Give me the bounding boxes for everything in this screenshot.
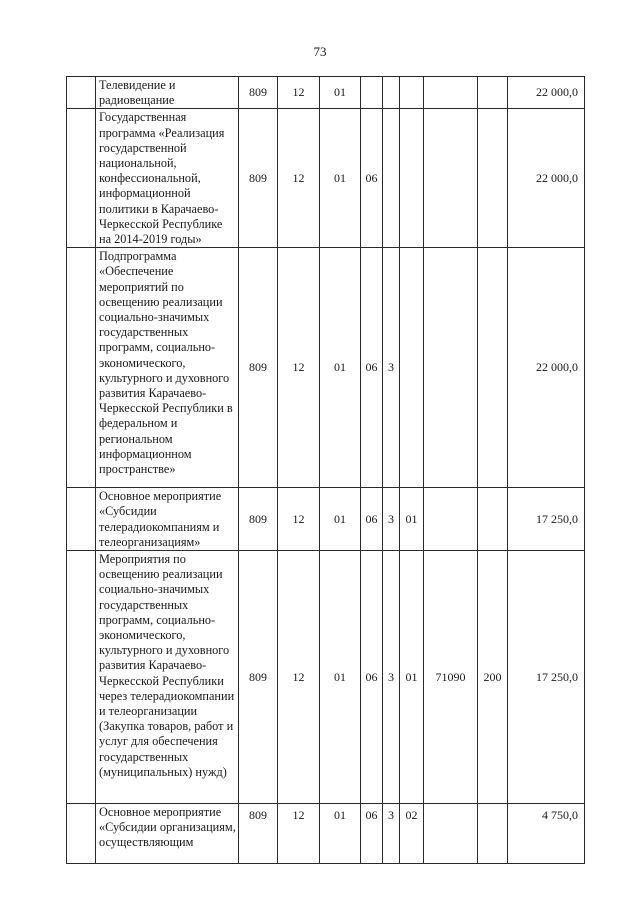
subprogram-code: 3 [383,488,400,551]
subprogram-code [383,77,400,109]
program-code: 06 [361,109,383,248]
direction-code [424,488,478,551]
event-code: 01 [400,488,424,551]
section-code: 12 [278,77,320,109]
program-code: 06 [361,551,383,804]
subsection-code: 01 [320,109,361,248]
event-code: 01 [400,551,424,804]
event-code [400,248,424,488]
amount: 22 000,0 [508,77,585,109]
row-name: Подпрограмма «Обеспечение мероприятий по освещению реализации социально-значимых государственных программ, социально-экономического, культурного и духовного развития Карачаево-Черкесской Республики в федеральном и региональном информационном пространстве» [96,248,239,488]
event-code [400,109,424,248]
table-row [67,109,585,248]
admin-code: 809 [239,77,278,109]
admin-code: 809 [239,804,278,864]
event-code [400,77,424,109]
subprogram-code: 3 [383,551,400,804]
amount: 17 250,0 [508,551,585,804]
table-row [67,488,585,551]
blank-cell [67,248,96,488]
blank-cell [67,77,96,109]
subsection-code: 01 [320,488,361,551]
expense-type-code [478,488,508,551]
amount: 17 250,0 [508,488,585,551]
program-code: 06 [361,804,383,864]
event-code: 02 [400,804,424,864]
expense-type-code: 200 [478,551,508,804]
subsection-code: 01 [320,804,361,864]
direction-code [424,77,478,109]
admin-code: 809 [239,109,278,248]
row-name: Государственная программа «Реализация государственной национальной, конфессиональной, информационной политики в Карачаево-Черкесской Республике на 2014-2019 годы» [96,109,239,248]
table-row [67,804,585,864]
section-code: 12 [278,109,320,248]
row-name: Основное мероприятие «Субсидии телерадиокомпаниям и телеорганизациям» [96,488,239,551]
expense-type-code [478,804,508,864]
program-code [361,77,383,109]
section-code: 12 [278,248,320,488]
section-code: 12 [278,804,320,864]
table-row [67,551,585,804]
blank-cell [67,804,96,864]
expense-type-code [478,109,508,248]
subprogram-code [383,109,400,248]
admin-code: 809 [239,551,278,804]
section-code: 12 [278,488,320,551]
subsection-code: 01 [320,248,361,488]
blank-cell [67,488,96,551]
page-number: 73 [313,44,327,59]
section-code: 12 [278,551,320,804]
budget-table [66,76,585,864]
program-code: 06 [361,248,383,488]
blank-cell [67,551,96,804]
direction-code [424,804,478,864]
blank-cell [67,109,96,248]
direction-code [424,109,478,248]
table-row [67,77,585,109]
amount: 4 750,0 [508,804,585,864]
row-name: Телевидение и радиовещание [96,77,239,109]
direction-code: 71090 [424,551,478,804]
expense-type-code [478,248,508,488]
row-name: Основное мероприятие «Субсидии организациям, осуществляющим [96,804,239,864]
direction-code [424,248,478,488]
subsection-code: 01 [320,551,361,804]
subprogram-code: 3 [383,804,400,864]
admin-code: 809 [239,488,278,551]
admin-code: 809 [239,248,278,488]
amount: 22 000,0 [508,109,585,248]
subsection-code: 01 [320,77,361,109]
row-name: Мероприятия по освещению реализации социально-значимых государственных программ, социально-экономического, культурного и духовного развития Карачаево-Черкесской Республики через телерадиокомпании и телеорганизации (Закупка товаров, работ и услуг для обеспечения государственных (муниципальных) нужд) [96,551,239,804]
program-code: 06 [361,488,383,551]
expense-type-code [478,77,508,109]
subprogram-code: 3 [383,248,400,488]
amount: 22 000,0 [508,248,585,488]
table-row [67,248,585,488]
